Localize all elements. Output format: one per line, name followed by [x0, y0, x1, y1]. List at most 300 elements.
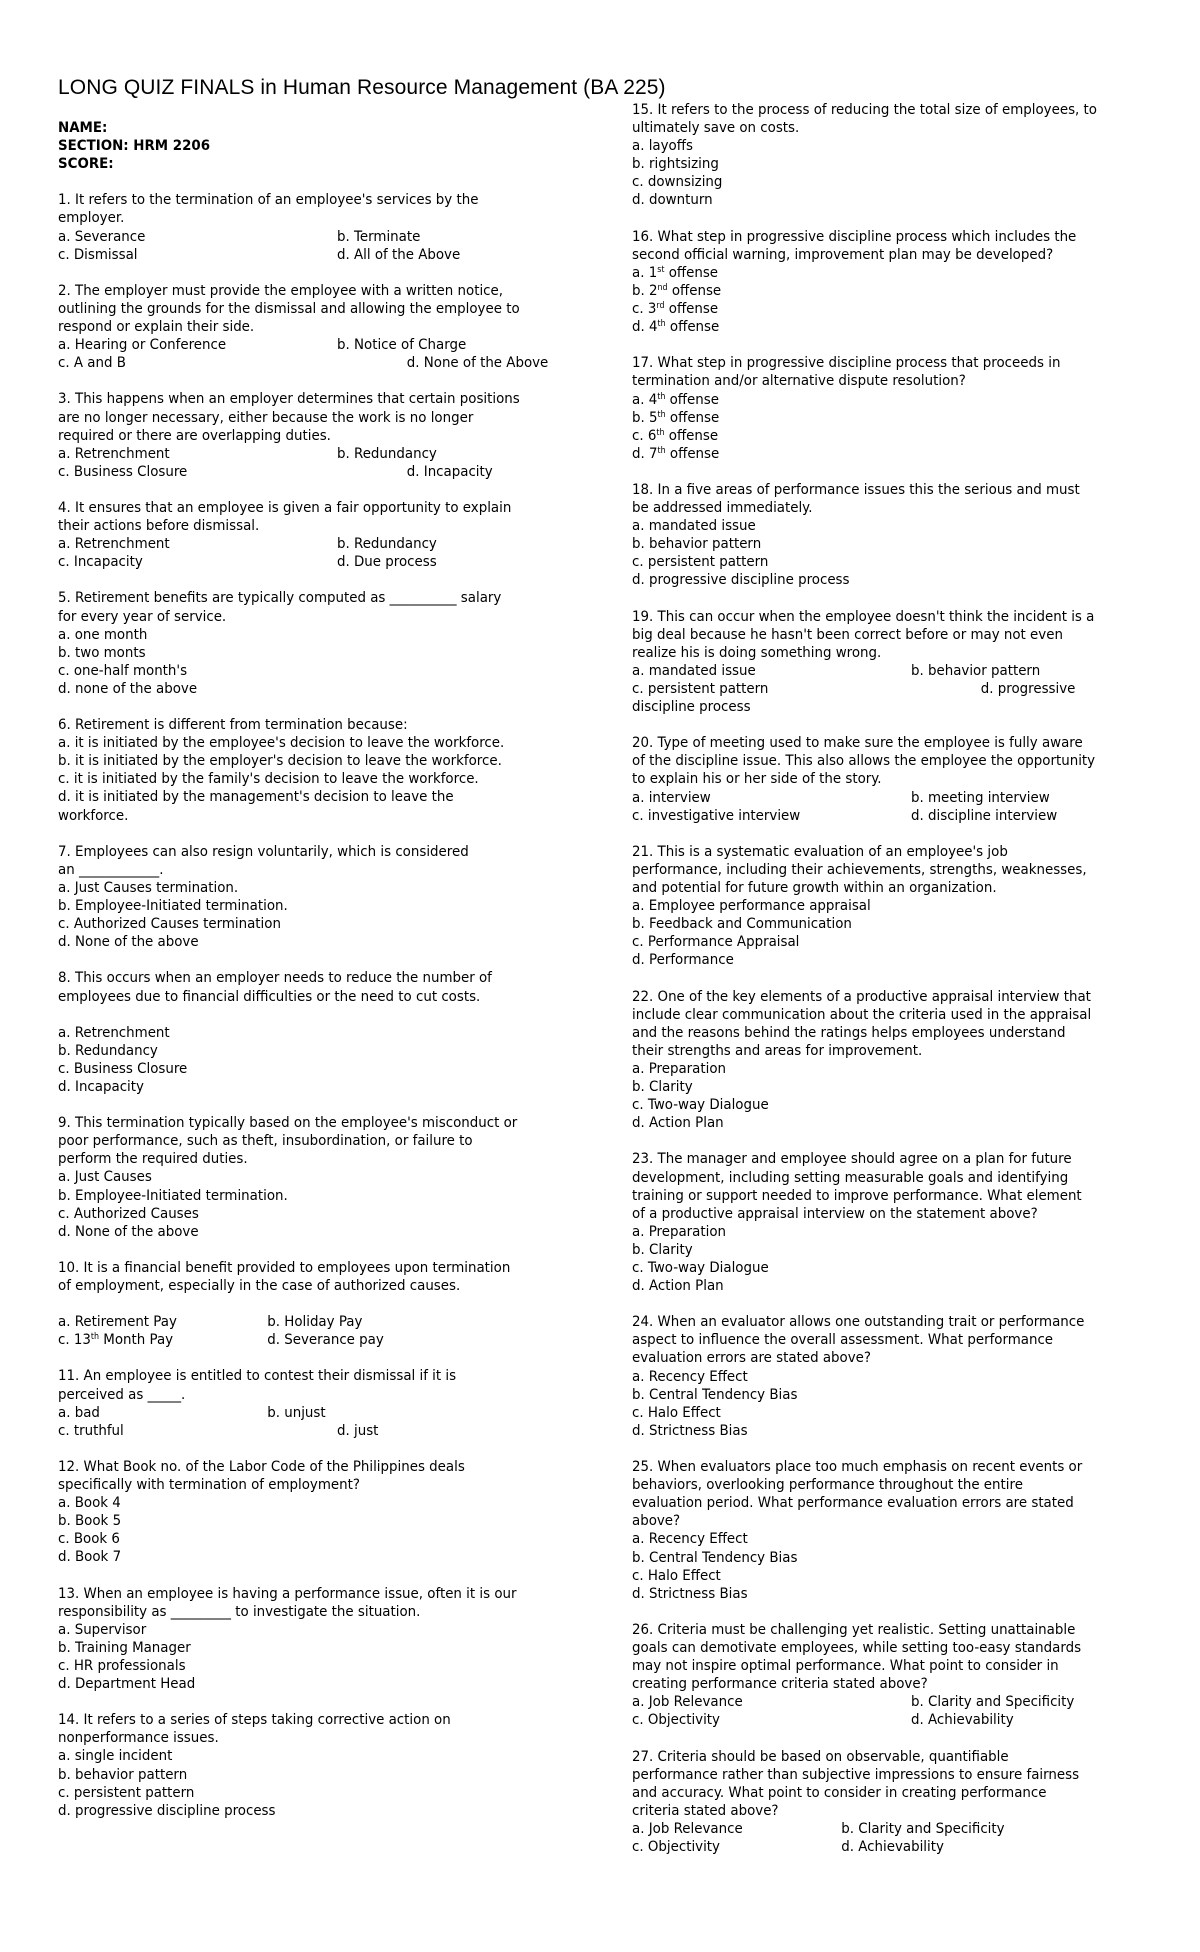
question-text: realize his is doing something wrong. — [632, 644, 882, 661]
choice-text: a. bad — [58, 1404, 100, 1421]
choice-text: a. Just Causes — [58, 1169, 152, 1186]
choice-text-suffix: offense — [665, 391, 719, 408]
answer-choice — [911, 789, 1050, 807]
choice-text: a. Job Relevance — [632, 1694, 743, 1711]
question-block — [58, 390, 666, 499]
answer-choice — [632, 789, 911, 807]
question-text: poor performance, such as theft, insubordination, or failure to — [58, 1133, 473, 1150]
answer-choice — [58, 1530, 120, 1548]
question-text: their actions before dismissal. — [58, 518, 260, 535]
choice-row — [632, 1078, 1177, 1096]
answer-choice — [632, 662, 911, 680]
answer-choice — [632, 897, 871, 915]
answer-choice — [632, 933, 799, 951]
answer-choice — [841, 1820, 1004, 1838]
choice-row — [58, 770, 663, 788]
choice-row — [58, 463, 663, 481]
ordinal-suffix: nd — [657, 282, 668, 293]
question-text: evaluation period. What performance evaluation errors are stated — [632, 1495, 1074, 1512]
choice-text: c. persistent pattern — [632, 681, 769, 697]
spacer — [58, 173, 663, 191]
choice-text: a. Hearing or Conference — [58, 337, 227, 354]
choice-text: c. 3 — [632, 301, 657, 318]
answer-choice — [632, 1422, 748, 1440]
answer-choice — [632, 1096, 769, 1114]
choice-text-suffix: offense — [664, 301, 719, 318]
choice-row — [58, 535, 663, 553]
choice-row — [58, 897, 663, 915]
ordinal-suffix: th — [657, 391, 666, 402]
answer-choice — [632, 282, 721, 300]
question-text: 12. What Book no. of the Labor Code of the Philippines deals — [58, 1458, 465, 1475]
answer-choice — [632, 409, 719, 427]
question-text: 27. Criteria should be based on observable, quantifiable — [632, 1748, 1009, 1765]
question-block — [632, 101, 1177, 228]
choice-text: d. Strictness Bias — [632, 1585, 748, 1602]
choice-text: a. interview — [632, 789, 711, 806]
choice-text: d. Achievability — [911, 1712, 1014, 1729]
answer-choice — [632, 318, 719, 336]
choice-text: discipline process — [632, 699, 751, 716]
choice-row — [632, 517, 1177, 535]
choice-text: a. Supervisor — [58, 1621, 147, 1638]
question-block — [632, 1313, 1177, 1458]
choice-text: b. 5 — [632, 409, 658, 426]
choice-row — [58, 1530, 663, 1548]
question-text: 4. It ensures that an employee is given a fair opportunity to explain — [58, 499, 512, 516]
question-text: to explain his or her side of the story. — [632, 771, 882, 788]
choice-row — [632, 680, 1177, 698]
choice-text: b. Redundancy — [58, 1042, 158, 1059]
answer-choice — [632, 698, 751, 716]
question-text: be addressed immediately. — [632, 500, 813, 517]
choice-row — [632, 807, 1177, 825]
choice-text: b. Redundancy — [337, 445, 437, 462]
choice-row — [632, 915, 1177, 933]
answer-choice — [58, 445, 337, 463]
choice-text: c. Incapacity — [58, 554, 143, 571]
question-block — [632, 481, 1177, 608]
choice-text: d. just — [337, 1422, 379, 1439]
choice-text: b. Redundancy — [337, 536, 437, 553]
question-text: 18. In a five areas of performance issues this the serious and must — [632, 481, 1080, 498]
question-text: above? — [632, 1513, 681, 1530]
spacer — [632, 970, 1177, 988]
question-block — [58, 282, 663, 391]
question-text: employees due to financial difficulties or the need to cut costs. — [58, 988, 481, 1005]
choice-text: c. Two-way Dialogue — [632, 1097, 769, 1114]
choice-text-suffix: offense — [664, 427, 719, 444]
choice-row — [632, 1386, 1177, 1404]
choice-text: b. Clarity and Specificity — [911, 1694, 1075, 1711]
question-text: development, including setting measurable goals and identifying — [632, 1169, 1069, 1186]
answer-choice — [632, 1585, 748, 1603]
choice-text: d. None of the above — [58, 934, 199, 951]
choice-text: d. 4 — [632, 319, 658, 336]
choice-row — [632, 789, 1177, 807]
answer-choice — [58, 752, 502, 770]
question-block — [632, 843, 1177, 988]
spacer — [58, 1693, 663, 1711]
choice-row — [58, 933, 663, 951]
choice-text-suffix: offense — [664, 264, 719, 281]
answer-choice — [632, 445, 719, 463]
answer-choice — [337, 553, 437, 571]
choice-row — [58, 1512, 663, 1530]
spacer — [58, 481, 663, 499]
choice-text: b. Terminate — [337, 228, 421, 245]
answer-choice — [58, 1494, 121, 1512]
choice-row — [58, 1675, 663, 1693]
answer-choice — [58, 1548, 121, 1566]
question-block — [632, 734, 1177, 843]
choice-text: b. it is initiated by the employer's decision to leave the workforce. — [58, 753, 502, 770]
question-text: 19. This can occur when the employee doesn't think the incident is a — [632, 608, 1095, 625]
question-text: an ____________. — [58, 861, 164, 878]
question-text: may not inspire optimal performance. What point to consider in — [632, 1658, 1059, 1675]
choice-row — [632, 1096, 1177, 1114]
choice-row — [58, 1205, 663, 1223]
answer-choice — [58, 228, 337, 246]
question-text: evaluation errors are stated above? — [632, 1350, 871, 1367]
question-text: respond or explain their side. — [58, 319, 255, 336]
spacer — [58, 1567, 663, 1585]
choice-text: b. Notice of Charge — [337, 337, 467, 354]
left-column — [58, 119, 666, 1838]
question-text: 13. When an employee is having a performance issue, often it is our — [58, 1585, 517, 1602]
answer-choice — [267, 1331, 384, 1349]
choice-row — [632, 1693, 1177, 1711]
answer-choice — [981, 680, 1076, 698]
choice-row — [632, 391, 1177, 409]
choice-row — [632, 1259, 1177, 1277]
spacer — [632, 590, 1177, 608]
choice-row — [58, 1042, 663, 1060]
answer-choice — [58, 1187, 288, 1205]
choice-row — [58, 354, 663, 372]
question-text: second official warning, improvement plan may be developed? — [632, 246, 1054, 263]
answer-choice — [58, 1675, 195, 1693]
choice-text: d. Achievability — [841, 1839, 944, 1855]
choice-text: b. two monts — [58, 644, 146, 661]
choice-text: b. Holiday Pay — [267, 1314, 363, 1331]
choice-text: c. persistent pattern — [632, 554, 769, 571]
choice-row — [632, 173, 1177, 191]
choice-row — [58, 1168, 663, 1186]
choice-row — [632, 282, 1177, 300]
choice-row — [58, 553, 663, 571]
answer-choice — [58, 680, 197, 698]
choice-text: c. it is initiated by the family's decision to leave the workforce. — [58, 771, 479, 788]
question-block — [58, 1458, 663, 1585]
answer-choice — [58, 807, 128, 825]
answer-choice — [58, 879, 238, 897]
answer-choice — [58, 1621, 146, 1639]
choice-text: b. Training Manager — [58, 1639, 191, 1656]
choice-text: b. Clarity — [632, 1079, 693, 1096]
choice-row — [58, 1766, 663, 1784]
choice-text: b. Feedback and Communication — [632, 916, 852, 933]
choice-row — [58, 734, 663, 752]
choice-text: a. mandated issue — [632, 518, 756, 535]
question-block — [632, 1458, 1177, 1621]
choice-text: a. Preparation — [632, 1223, 727, 1240]
choice-text: d. Action Plan — [632, 1278, 724, 1295]
choice-row — [632, 553, 1177, 571]
choice-row — [632, 191, 1177, 209]
question-block — [632, 354, 1177, 481]
answer-choice — [407, 463, 493, 481]
answer-choice — [632, 264, 718, 282]
choice-text: d. Book 7 — [58, 1549, 122, 1566]
question-text: 17. What step in progressive discipline process that proceeds in — [632, 355, 1061, 372]
answer-choice — [337, 336, 466, 354]
question-text: 24. When an evaluator allows one outstanding trait or performance — [632, 1314, 1085, 1331]
answer-choice — [841, 1838, 944, 1856]
choice-row — [632, 264, 1177, 282]
question-block — [58, 499, 663, 589]
choice-row — [632, 1223, 1177, 1241]
choice-text: d. progressive — [980, 681, 1076, 697]
answer-choice — [632, 1404, 721, 1422]
choice-text: c. Two-way Dialogue — [632, 1260, 769, 1276]
answer-choice — [632, 1223, 726, 1241]
answer-choice — [58, 1802, 276, 1820]
ordinal-suffix: th — [656, 427, 665, 438]
question-text: 2. The employer must provide the employee with a written notice, — [58, 282, 504, 299]
question-text: 11. An employee is entitled to contest their dismissal if it is — [58, 1368, 457, 1385]
choice-row — [58, 336, 663, 354]
answer-choice — [58, 1657, 186, 1675]
answer-choice — [632, 191, 713, 209]
question-block — [632, 1621, 1177, 1748]
choice-row — [58, 915, 663, 933]
choice-row — [58, 644, 663, 662]
answer-choice — [632, 391, 719, 409]
answer-choice — [58, 1024, 170, 1042]
answer-choice — [58, 644, 146, 662]
choice-text: a. Job Relevance — [632, 1820, 743, 1837]
choice-text: c. Halo Effect — [632, 1567, 721, 1584]
question-text: goals can demotivate employees, while setting too-easy standards — [632, 1639, 1082, 1656]
question-text: responsibility as _________ to investigate the situation. — [58, 1603, 421, 1620]
answer-choice — [58, 535, 337, 553]
choice-row — [58, 1313, 663, 1331]
choice-row — [632, 318, 1177, 336]
choice-row — [632, 1820, 1177, 1838]
question-text — [58, 1006, 663, 1024]
spacer — [58, 1241, 663, 1259]
question-block — [58, 969, 663, 1114]
question-text: 8. This occurs when an employer needs to reduce the number of — [58, 970, 492, 987]
question-block — [632, 1150, 1177, 1313]
choice-text: c. Business Closure — [58, 1060, 188, 1077]
spacer — [58, 1096, 663, 1114]
choice-text: a. Book 4 — [58, 1495, 121, 1512]
choice-row — [632, 1277, 1177, 1295]
answer-choice — [632, 1693, 911, 1711]
choice-text: c. Objectivity — [632, 1839, 720, 1855]
choice-text: c. Objectivity — [632, 1712, 720, 1729]
spacer — [632, 210, 1177, 228]
choice-row — [58, 445, 663, 463]
question-block — [58, 1259, 663, 1368]
spacer — [632, 1295, 1177, 1313]
choice-text: d. Incapacity — [406, 463, 493, 480]
choice-text: a. single incident — [58, 1748, 173, 1765]
choice-row — [58, 1548, 663, 1566]
answer-choice — [58, 246, 337, 264]
choice-text: c. A and B — [58, 355, 126, 372]
choice-text: c. Business Closure — [58, 463, 188, 480]
choice-row — [632, 1838, 1177, 1856]
choice-text: b. Clarity and Specificity — [841, 1820, 1005, 1837]
choice-row — [58, 1657, 663, 1675]
choice-text: d. downturn — [632, 192, 713, 209]
answer-choice — [632, 1277, 724, 1295]
choice-row — [58, 1223, 663, 1241]
spacer — [632, 1440, 1177, 1458]
choice-row — [58, 1187, 663, 1205]
section-field-label: SECTION: HRM 2206 — [58, 138, 211, 155]
answer-choice — [632, 1530, 748, 1548]
choice-row — [632, 933, 1177, 951]
question-block — [58, 1711, 663, 1838]
choice-text: b. 2 — [632, 282, 658, 299]
choice-text: d. None of the Above — [406, 355, 549, 372]
choice-row — [632, 1711, 1177, 1729]
question-text: 3. This happens when an employer determines that certain positions — [58, 391, 520, 408]
answer-choice — [58, 662, 187, 680]
question-text: 14. It refers to a series of steps taking corrective action on — [58, 1712, 451, 1729]
choice-text: a. Retrenchment — [58, 536, 170, 553]
choice-text-suffix: offense — [665, 409, 720, 426]
question-text: 7. Employees can also resign voluntarily, which is considered — [58, 843, 469, 860]
question-text: 22. One of the key elements of a productive appraisal interview that — [632, 988, 1091, 1005]
answer-choice — [267, 1404, 325, 1422]
answer-choice — [632, 807, 911, 825]
choice-text: b. unjust — [267, 1404, 326, 1421]
choice-text: workforce. — [58, 807, 129, 824]
spacer — [58, 372, 663, 390]
choice-text: c. one-half month's — [58, 662, 188, 679]
choice-text: b. Clarity — [632, 1241, 693, 1258]
answer-choice — [337, 535, 437, 553]
question-text — [58, 1295, 663, 1313]
question-text: perceived as _____. — [58, 1386, 186, 1403]
choice-text: a. Retrenchment — [58, 1024, 170, 1041]
choice-text: c. HR professionals — [58, 1657, 186, 1674]
question-text: creating performance criteria stated above? — [632, 1676, 928, 1693]
question-text: of a productive appraisal interview on the statement above? — [632, 1205, 1038, 1222]
spacer — [58, 951, 663, 969]
answer-choice — [337, 445, 437, 463]
choice-text: b. Central Tendency Bias — [632, 1549, 798, 1566]
choice-row — [58, 1784, 663, 1802]
question-text: are no longer necessary, either because the work is no longer — [58, 409, 474, 426]
choice-text: a. Retirement Pay — [58, 1314, 177, 1331]
choice-text: c. Authorized Causes termination — [58, 916, 281, 933]
choice-text: a. Preparation — [632, 1060, 727, 1077]
choice-text-suffix: offense — [667, 282, 722, 299]
choice-row — [58, 752, 663, 770]
answer-choice — [58, 1313, 267, 1331]
choice-text: b. behavior pattern — [632, 536, 762, 553]
answer-choice — [58, 626, 147, 644]
question-text: performance, including their achievements, strengths, weaknesses, — [632, 861, 1087, 878]
question-text: criteria stated above? — [632, 1802, 779, 1819]
question-block — [58, 1585, 663, 1712]
question-text: aspect to influence the overall assessment. What performance — [632, 1332, 1054, 1349]
question-block — [58, 843, 663, 970]
question-block — [632, 1748, 1177, 1875]
choice-text: d. Strictness Bias — [632, 1422, 748, 1439]
answer-choice — [58, 1784, 194, 1802]
question-block — [58, 589, 663, 716]
answer-choice — [58, 1168, 152, 1186]
spacer — [632, 1603, 1177, 1621]
spacer — [632, 716, 1177, 734]
choice-text: a. Recency Effect — [632, 1531, 748, 1548]
choice-row — [58, 807, 663, 825]
choice-text: b. Central Tendency Bias — [632, 1386, 798, 1403]
choice-row — [58, 228, 663, 246]
choice-text: d. progressive discipline process — [58, 1802, 276, 1819]
answer-choice — [632, 571, 850, 589]
answer-choice — [632, 427, 718, 445]
choice-row — [632, 137, 1177, 155]
answer-choice — [58, 1747, 172, 1765]
answer-choice — [337, 246, 460, 264]
question-text: of the discipline issue. This also allows the employee the opportunity — [632, 753, 1096, 770]
question-text: of employment, especially in the case of authorized causes. — [58, 1278, 461, 1294]
question-text: 9. This termination typically based on the employee's misconduct or — [58, 1115, 518, 1132]
choice-row — [632, 1060, 1177, 1078]
answer-choice — [911, 1693, 1074, 1711]
question-text: and accuracy. What point to consider in creating performance — [632, 1784, 1047, 1801]
question-block — [632, 988, 1177, 1151]
question-text: 1. It refers to the termination of an employee's services by the — [58, 192, 479, 209]
question-text: their strengths and areas for improvement. — [632, 1042, 923, 1059]
answer-choice — [58, 354, 407, 372]
choice-row — [632, 951, 1177, 969]
choice-row — [632, 409, 1177, 427]
question-text: 21. This is a systematic evaluation of an employee's job — [632, 843, 1008, 860]
choice-row — [632, 300, 1177, 318]
answer-choice — [58, 463, 407, 481]
spacer — [58, 264, 663, 282]
answer-choice — [632, 155, 719, 173]
question-block — [632, 608, 1177, 735]
choice-row — [632, 427, 1177, 445]
answer-choice — [632, 1078, 693, 1096]
spacer — [632, 1856, 1177, 1874]
spacer — [58, 1820, 663, 1838]
ordinal-suffix: th — [657, 409, 666, 420]
choice-row — [58, 1024, 663, 1042]
answer-choice — [58, 1060, 187, 1078]
question-text: performance rather than subjective impressions to ensure fairness — [632, 1766, 1080, 1783]
choice-text: d. Department Head — [58, 1676, 196, 1693]
choice-row — [58, 626, 663, 644]
choice-text: b. behavior pattern — [58, 1766, 188, 1783]
choice-row — [632, 1422, 1177, 1440]
choice-row — [58, 1404, 663, 1422]
answer-choice — [58, 1639, 191, 1657]
answer-choice — [632, 1386, 797, 1404]
answer-choice — [911, 1711, 1014, 1729]
choice-text: c. Performance Appraisal — [632, 934, 800, 951]
